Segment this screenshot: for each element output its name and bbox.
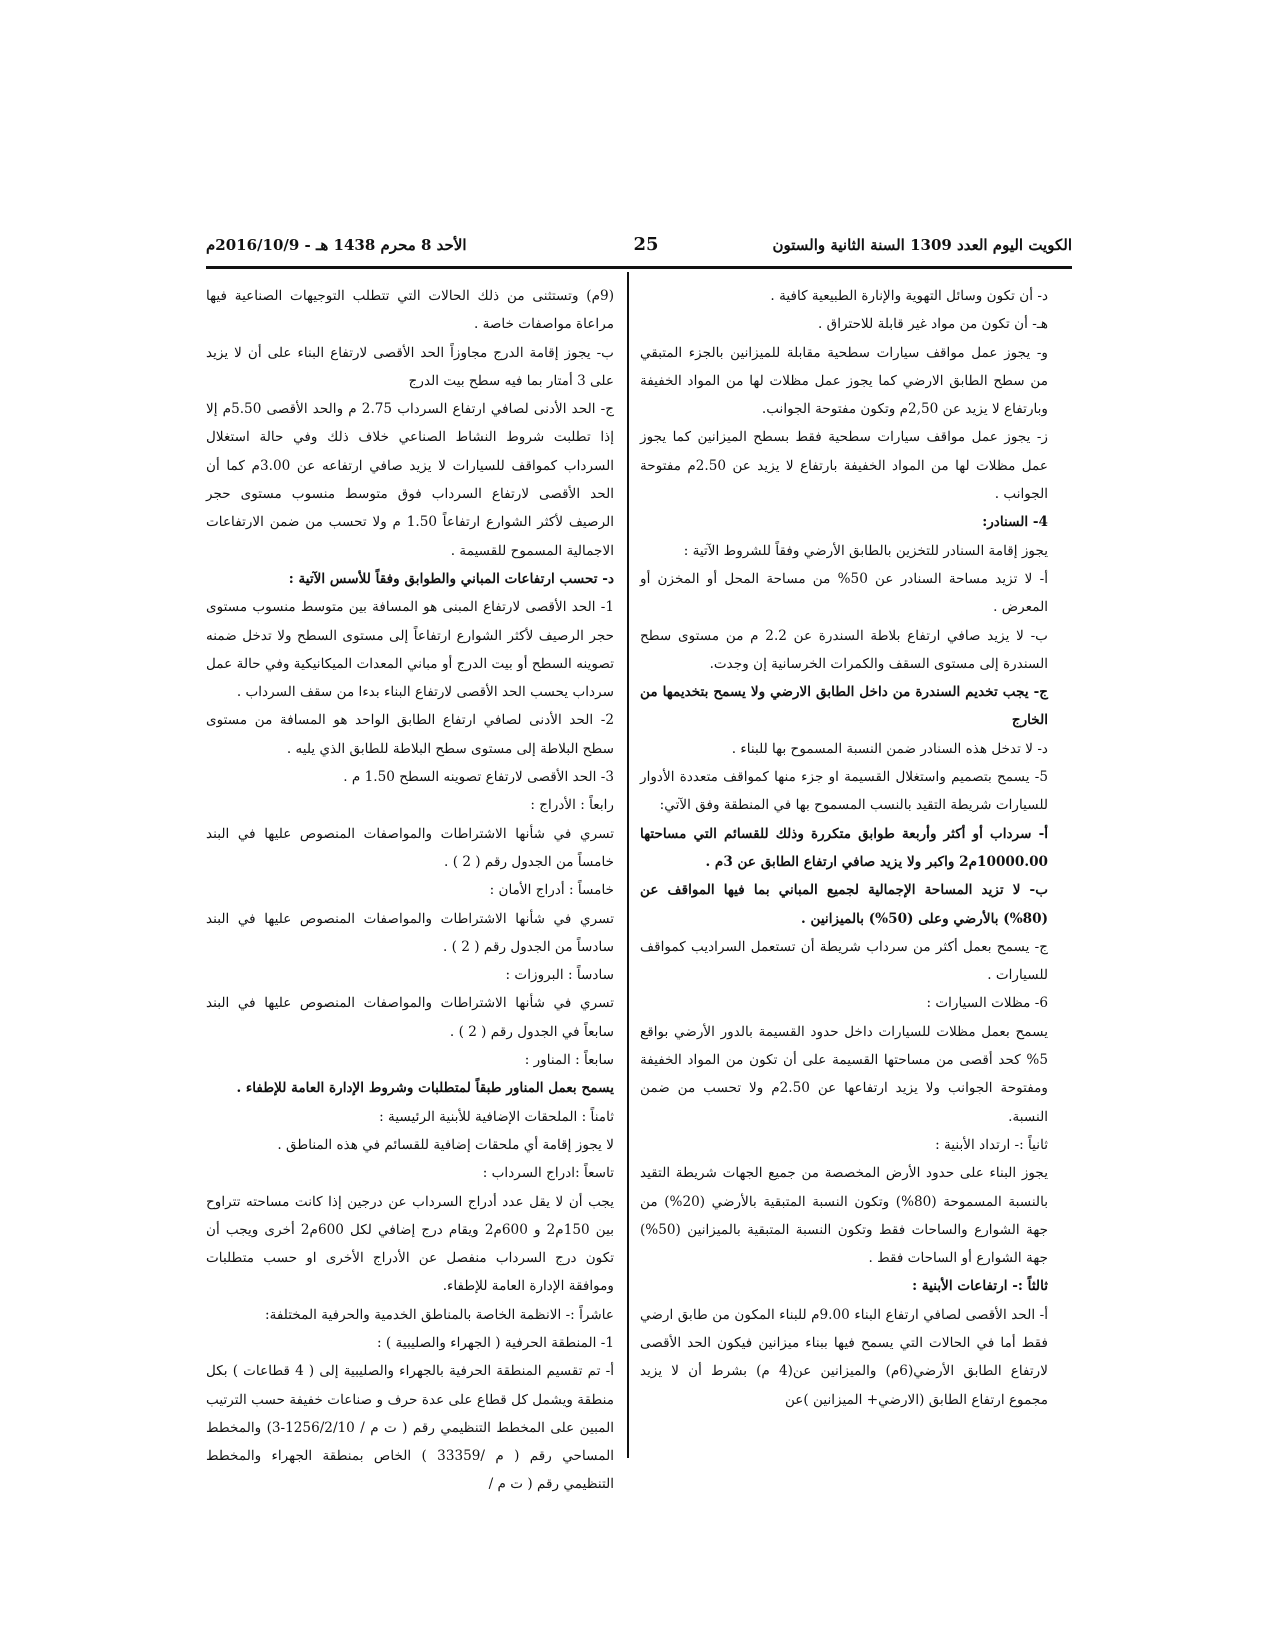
left-column bbox=[206, 282, 614, 1499]
paragraph: ب- لا تزيد المساحة الإجمالية لجميع المباني بما فيها المواقف عن (80%) بالأرضي وعلى (50%) بالميزانين . bbox=[640, 882, 1048, 927]
paragraph: أ- سرداب أو أكثر وأربعة طوابق متكررة وذلك للقسائم التي مساحتها 10000.00م2 واكبر ولا يزيد صافي ارتفاع الطابق عن 3م . bbox=[640, 825, 1048, 870]
paragraph: يسمح بعمل المناور طبقاً لمتطلبات وشروط الإدارة العامة للإطفاء . bbox=[236, 1080, 614, 1097]
paragraph: ب- لا يزيد صافي ارتفاع بلاطة السندرة عن 2.2 م من مستوى سطح السندرة إلى مستوى السقف والكمرات الخرسانية إن وجدت. bbox=[640, 627, 1048, 672]
paragraph: ثالثاً :- ارتفاعات الأبنية : bbox=[912, 1278, 1048, 1295]
paragraph: ثانياً :- ارتداد الأبنية : bbox=[935, 1136, 1048, 1153]
paragraph: يسمح بعمل مظلات للسيارات داخل حدود القسيمة بالدور الأرضي بواقع 5% كحد أقصى من مساحتها القسيمة على أن تكون من المواد الخفيفة ومفتوحة الجوانب ولا يزيد ارتفاعها عن 2.50م ولا تحسب من ضمن النسبة. bbox=[640, 1023, 1048, 1125]
paragraph: تسري في شأنها الاشتراطات والمواصفات المنصوص عليها في البند سادساً من الجدول رقم ( 2 ) . bbox=[206, 910, 614, 955]
paragraph: أ- تم تقسيم المنطقة الحرفية بالجهراء والصليبية إلى ( 4 قطاعات ) بكل منطقة ويشمل كل قطاع على عدة حرف و صناعات خفيفة حسب الترتيب المبين على المخطط التنظيمي رقم ( ت م / 1256/2/10-3) والمخطط المساحي رقم ( م /33359 ) الخاص بمنطقة الجهراء والمخطط التنظيمي رقم ( ت م / bbox=[206, 1363, 615, 1493]
paragraph: و- يجوز عمل مواقف سيارات سطحية مقابلة للميزانين بالجزء المتبقي من سطح الطابق الارضي كما يجوز عمل مظلات لها من المواد الخفيفة وبارتفاع لا يزيد عن 2,50م وتكون مفتوحة الجوانب. bbox=[640, 344, 1048, 418]
right-column bbox=[640, 282, 1048, 1414]
paragraph: 1- الحد الأقصى لارتفاع المبنى هو المسافة بين متوسط منسوب مستوى حجر الرصيف لأكثر الشوارع ارتفاعاً إلى مستوى السطح ولا تدخل ضمنه تصوينه السطح أو بيت الدرج أو مباني المعدات الميكانيكية وفي حالة عمل سرداب يحسب الحد الأقصى لارتفاع البناء بدءا من سقف السرداب . bbox=[206, 599, 614, 701]
paragraph: يجب أن لا يقل عدد أدراج السرداب عن درجين إذا كانت مساحته تتراوح بين 150م2 و 600م2 ويقام درج إضافي لكل 600م2 أخرى ويجب أن تكون درج السرداب منفصل عن الأدراج الأخرى او حسب متطلبات وموافقة الإدارة العامة للإطفاء. bbox=[206, 1193, 614, 1295]
paragraph: 4- السنادر: bbox=[982, 514, 1048, 531]
paragraph: 5- يسمح بتصميم واستغلال القسيمة او جزء منها كمواقف متعددة الأدوار للسيارات شريطة التقيد بالنسب المسموح بها في المنطقة وفق الآتي: bbox=[640, 769, 1048, 814]
paragraph: ثامناً : الملحقات الإضافية للأبنية الرئيسية : bbox=[379, 1108, 614, 1125]
paragraph: ج- يسمح بعمل أكثر من سرداب شريطة أن تستعمل السراديب كمواقف للسيارات . bbox=[640, 938, 1048, 984]
paragraph: د- لا تدخل هذه السنادر ضمن النسبة المسموح بها للبناء . bbox=[731, 740, 1048, 757]
paragraph: سادساً : البروزات : bbox=[505, 967, 614, 984]
paragraph: تسري في شأنها الاشتراطات والمواصفات المنصوص عليها في البند سابعاً في الجدول رقم ( 2 ) . bbox=[206, 995, 614, 1040]
paragraph: 2- الحد الأدنى لصافي ارتفاع الطابق الواحد هو المسافة من مستوى سطح البلاطة إلى مستوى سطح البلاطة للطابق الذي يليه . bbox=[206, 712, 614, 757]
paragraph: د- أن تكون وسائل التهوية والإنارة الطبيعية كافية . bbox=[770, 288, 1048, 304]
header-rule bbox=[206, 266, 1072, 269]
paragraph: عاشراً :- الانظمة الخاصة بالمناطق الخدمية والحرفية المختلفة: bbox=[265, 1306, 614, 1323]
column-divider bbox=[627, 272, 629, 1458]
paragraph: سابعاً : المناور : bbox=[524, 1052, 614, 1069]
page-header bbox=[206, 236, 1072, 266]
paragraph: ج- الحد الأدنى لصافي ارتفاع السرداب 2.75 م والحد الأقصى 5.50م إلا إذا تطلبت شروط النشاط الصناعي خلاف ذلك وفي حالة استغلال السرداب كمواقف للسيارات لا يزيد صافي ارتفاعه عن 3.00م كما أن الحد الأقصى لارتفاع السرداب فوق متوسط منسوب مستوى حجر الرصيف لأكثر الشوارع ارتفاعاً 1.50 م ولا تحسب من ضمن الارتفاعات الاجمالية المسموح للقسيمة . bbox=[206, 401, 614, 559]
paragraph: خامساً : أدراج الأمان : bbox=[489, 882, 614, 899]
paragraph: يجوز إقامة السنادر للتخزين بالطابق الأرضي وفقاً للشروط الآتية : bbox=[683, 542, 1048, 559]
paragraph: رابعاً : الأدراج : bbox=[530, 797, 614, 814]
issue-date: الأحد 8 محرم 1438 هـ - 2016/10/9م bbox=[206, 236, 467, 254]
paragraph: 3- الحد الأقصى لارتفاع تصوينه السطح 1.50 م . bbox=[343, 769, 614, 786]
paragraph: يجوز البناء على حدود الأرض المخصصة من جميع الجهات شريطة التقيد بالنسبة المسموحة (80%) وتكون النسبة المتبقية بالأرضي (20%) من جهة الشوارع والساحات فقط وتكون النسبة المتبقية بالميزانين (50%) جهة الشوارع أو الساحات فقط . bbox=[640, 1165, 1048, 1267]
paragraph: ب- يجوز إقامة الدرج مجاوزاً الحد الأقصى لارتفاع البناء على أن لا يزيد على 3 أمتار بما فيه سطح بيت الدرج bbox=[206, 344, 614, 389]
paragraph: (9م) وتستثنى من ذلك الحالات التي تتطلب التوجيهات الصناعية فيها مراعاة مواصفات خاصة . bbox=[206, 288, 614, 333]
paragraph: لا يجوز إقامة أي ملحقات إضافية للقسائم في هذه المناطق . bbox=[277, 1136, 614, 1153]
paragraph: تاسعاً :ادراج السرداب : bbox=[482, 1165, 614, 1182]
paragraph: 1- المنطقة الحرفية ( الجهراء والصليبية ) : bbox=[377, 1334, 614, 1351]
paragraph: أ- الحد الأقصى لصافي ارتفاع البناء 9.00م للبناء المكون من طابق ارضي فقط أما في الحالات التي يسمح فيها ببناء ميزانين فيكون الحد الأقصى لارتفاع الطابق الأرضي(6م) والميزانين عن(4 م) بشرط أن لا يزيد مجموع ارتفاع الطابق (الارضي+ الميزانين )عن bbox=[640, 1306, 1048, 1408]
paragraph: هـ- أن تكون من مواد غير قابلة للاحتراق . bbox=[818, 316, 1048, 333]
paragraph: ج- يجب تخديم السندرة من داخل الطابق الارضي ولا يسمح بتخديمها من الخارج bbox=[640, 684, 1048, 729]
paragraph: 6- مظلات السيارات : bbox=[926, 995, 1048, 1012]
paragraph: ز- يجوز عمل مواقف سيارات سطحية فقط بسطح الميزانين كما يجوز عمل مظلات لها من المواد الخفيفة بارتفاع لا يزيد عن 2.50م مفتوحة الجوانب . bbox=[640, 429, 1048, 503]
publication-title: الكويت اليوم العدد 1309 السنة الثانية والستون bbox=[772, 236, 1072, 254]
page-number: 25 bbox=[633, 234, 659, 255]
paragraph: د- تحسب ارتفاعات المباني والطوابق وفقاً للأسس الآتية : bbox=[288, 570, 614, 587]
paragraph: أ- لا تزيد مساحة السنادر عن 50% من مساحة المحل أو المخزن أو المعرض . bbox=[640, 570, 1048, 616]
paragraph: تسري في شأنها الاشتراطات والمواصفات المنصوص عليها في البند خامساً من الجدول رقم ( 2 ) . bbox=[206, 825, 614, 870]
